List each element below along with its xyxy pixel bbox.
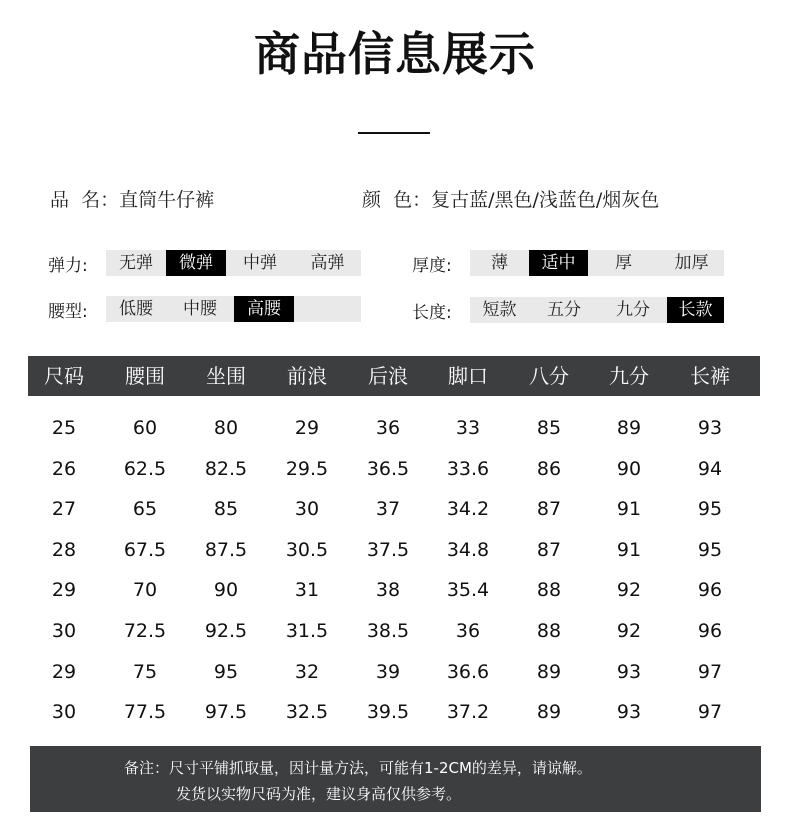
table-cell: 29 xyxy=(294,417,320,439)
table-cell: 34.2 xyxy=(446,498,490,521)
attr-option-selected: 微弹 xyxy=(166,250,226,276)
table-cell: 75 xyxy=(132,660,158,683)
table-cell: 90 xyxy=(616,457,642,480)
table-cell: 67.5 xyxy=(123,538,167,561)
header-cell: 八分 xyxy=(529,364,569,388)
table-cell: 93 xyxy=(616,701,642,724)
attr-option: 厚 xyxy=(615,253,632,273)
table-cell: 62.5 xyxy=(123,457,167,480)
size-table-body xyxy=(28,408,760,733)
attr-option-empty xyxy=(294,296,361,322)
attr-elasticity xyxy=(48,250,361,276)
attr-option: 薄 xyxy=(491,253,508,273)
table-cell: 94 xyxy=(697,457,723,480)
attr-elasticity-label: 弹力: xyxy=(48,255,88,276)
table-cell: 95 xyxy=(697,498,723,521)
product-name-label: 品 名： xyxy=(50,189,120,211)
table-cell: 72.5 xyxy=(123,619,167,642)
table-row xyxy=(28,692,760,733)
table-cell: 82.5 xyxy=(204,457,248,480)
attr-option: 短款 xyxy=(482,300,517,320)
table-cell: 39 xyxy=(375,660,401,683)
table-cell: 90 xyxy=(213,579,239,602)
table-cell: 31.5 xyxy=(285,619,329,642)
table-cell: 87 xyxy=(536,498,562,521)
table-cell: 95 xyxy=(213,660,239,683)
table-cell: 95 xyxy=(697,538,723,561)
table-cell: 27 xyxy=(51,498,77,521)
table-row xyxy=(28,611,760,652)
table-cell: 60 xyxy=(132,417,158,439)
attr-option-selected: 适中 xyxy=(529,250,588,276)
product-color-value: 复古蓝/黑色/浅蓝色/烟灰色 xyxy=(431,189,660,211)
table-cell: 34.8 xyxy=(446,538,490,561)
table-cell: 36.6 xyxy=(446,660,490,683)
table-cell: 91 xyxy=(616,538,642,561)
header-cell: 尺码 xyxy=(44,364,84,388)
table-cell: 91 xyxy=(616,498,642,521)
attr-thickness xyxy=(412,250,724,276)
attr-option: 无弹 xyxy=(119,253,153,273)
table-cell: 80 xyxy=(213,417,239,439)
header-cell: 九分 xyxy=(609,364,649,388)
table-cell: 89 xyxy=(536,660,562,683)
table-cell: 87 xyxy=(536,538,562,561)
attr-waist-options xyxy=(106,296,361,322)
attr-elasticity-options xyxy=(106,250,361,276)
table-cell: 93 xyxy=(697,417,723,439)
table-cell: 36 xyxy=(375,417,401,439)
table-cell: 97.5 xyxy=(204,701,248,724)
table-cell: 32.5 xyxy=(285,701,329,724)
table-cell: 30 xyxy=(294,498,320,521)
table-cell: 70 xyxy=(132,579,158,602)
table-row xyxy=(28,570,760,611)
table-cell: 92 xyxy=(616,619,642,642)
table-cell: 88 xyxy=(536,579,562,602)
table-cell: 30 xyxy=(51,619,77,642)
note-line-1: 备注：尺寸平铺抓取量，因计量方法，可能有1-2CM的差异，请谅解。 xyxy=(124,759,592,777)
table-cell: 37 xyxy=(375,498,401,521)
attr-thickness-options xyxy=(470,250,724,276)
table-cell: 38.5 xyxy=(366,619,410,642)
table-cell: 87.5 xyxy=(204,538,248,561)
table-cell: 88 xyxy=(536,619,562,642)
size-table-header xyxy=(28,356,760,396)
product-name xyxy=(50,185,214,212)
page-title: 商品信息展示 xyxy=(254,27,536,81)
table-cell: 92 xyxy=(616,579,642,602)
table-cell: 36.5 xyxy=(366,457,410,480)
table-cell: 30.5 xyxy=(285,538,329,561)
table-cell: 33 xyxy=(455,417,481,439)
table-cell: 38 xyxy=(375,579,401,602)
attr-option: 高弹 xyxy=(310,253,345,273)
attr-thickness-label: 厚度: xyxy=(412,255,452,276)
table-cell: 86 xyxy=(536,457,562,480)
table-cell: 37.5 xyxy=(366,538,410,561)
table-cell: 25 xyxy=(51,417,77,439)
table-cell: 32 xyxy=(294,660,320,683)
table-cell: 97 xyxy=(697,701,723,724)
header-cell: 腰围 xyxy=(125,364,165,388)
table-row xyxy=(28,652,760,693)
attr-option-selected: 长款 xyxy=(667,297,724,323)
table-cell: 77.5 xyxy=(123,701,167,724)
attr-length-options xyxy=(470,297,724,323)
attr-length-label: 长度: xyxy=(412,302,452,323)
table-cell: 85 xyxy=(536,417,562,439)
table-cell: 28 xyxy=(51,538,77,561)
attr-option: 中腰 xyxy=(183,299,217,319)
product-color xyxy=(362,185,659,212)
table-cell: 29 xyxy=(51,660,77,683)
table-cell: 30 xyxy=(51,701,77,724)
table-cell: 65 xyxy=(132,498,158,521)
attr-option: 五分 xyxy=(547,300,581,320)
table-cell: 37.2 xyxy=(446,701,490,724)
table-cell: 29 xyxy=(51,579,77,602)
attr-option-selected: 高腰 xyxy=(234,296,294,322)
table-cell: 97 xyxy=(697,660,723,683)
attr-option: 加厚 xyxy=(674,253,709,273)
product-color-label: 颜 色： xyxy=(362,189,432,211)
table-cell: 85 xyxy=(213,498,239,521)
table-row xyxy=(28,530,760,571)
attr-waist xyxy=(48,296,361,322)
table-cell: 33.6 xyxy=(446,457,490,480)
table-cell: 36 xyxy=(455,619,481,642)
table-cell: 93 xyxy=(616,660,642,683)
table-row xyxy=(28,489,760,530)
table-row xyxy=(28,408,760,449)
product-name-value: 直筒牛仔裤 xyxy=(119,189,215,211)
header-cell: 前浪 xyxy=(287,364,327,388)
attr-option: 九分 xyxy=(616,300,650,320)
note-box xyxy=(30,746,761,812)
table-cell: 31 xyxy=(294,579,320,602)
attr-length xyxy=(412,297,724,323)
table-cell: 39.5 xyxy=(366,701,410,724)
header-cell: 后浪 xyxy=(368,364,408,388)
title-divider xyxy=(358,132,430,134)
header-cell: 长裤 xyxy=(690,364,730,388)
table-row xyxy=(28,449,760,490)
attr-option: 中弹 xyxy=(243,253,277,273)
table-cell: 29.5 xyxy=(285,457,329,480)
table-cell: 89 xyxy=(616,417,642,439)
header-cell: 脚口 xyxy=(448,364,488,388)
table-cell: 35.4 xyxy=(446,579,490,602)
table-cell: 89 xyxy=(536,701,562,724)
table-cell: 96 xyxy=(697,579,723,602)
table-cell: 26 xyxy=(51,457,77,480)
attr-option: 低腰 xyxy=(119,299,153,319)
attr-waist-label: 腰型: xyxy=(48,301,88,322)
note-line-2: 发货以实物尺码为准，建议身高仅供参考。 xyxy=(176,785,462,803)
table-cell: 96 xyxy=(697,619,723,642)
table-cell: 92.5 xyxy=(204,619,248,642)
header-cell: 坐围 xyxy=(206,364,246,388)
